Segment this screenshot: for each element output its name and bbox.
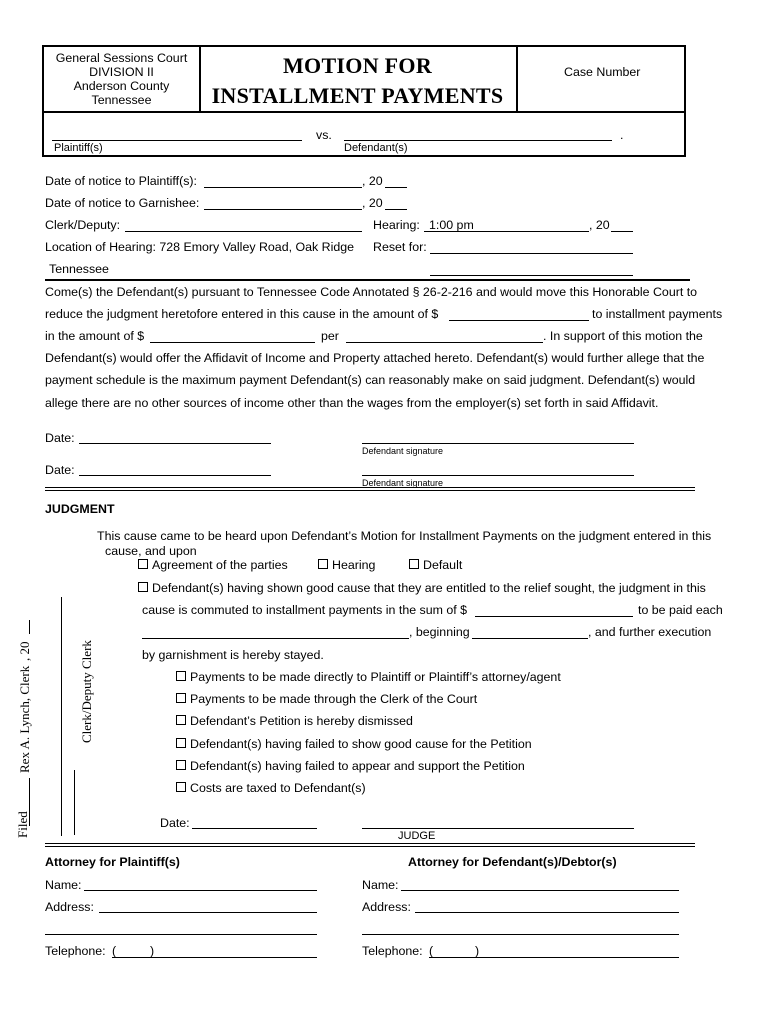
- option-pay-direct[interactable]: Payments to be made directly to Plaintiff or Plaintiff’s attorney/agent: [176, 670, 561, 684]
- plaintiff-attorney-heading: Attorney for Plaintiff(s): [45, 855, 180, 869]
- plaintiff-attorney-telephone-label: Telephone:: [45, 944, 106, 958]
- divider: [44, 111, 684, 113]
- motion-line-3a: in the amount of $: [45, 329, 145, 343]
- section-divider: [45, 490, 695, 491]
- defendant-attorney-telephone-label: Telephone:: [362, 944, 423, 958]
- defendant-field[interactable]: [344, 140, 612, 141]
- defendant-attorney-name-label: Name:: [362, 878, 399, 892]
- header-box: [42, 45, 686, 157]
- installment-sum-field[interactable]: [475, 616, 633, 617]
- court-name: General Sessions Court: [55, 51, 188, 65]
- checkbox[interactable]: [176, 760, 186, 770]
- option-failed-appear[interactable]: Defendant(s) having failed to appear and support the Petition: [176, 759, 525, 773]
- option-failed-cause[interactable]: Defendant(s) having failed to show good cause for the Petition: [176, 737, 532, 751]
- plaintiff-attorney-address-label: Address:: [45, 900, 94, 914]
- checkbox[interactable]: [138, 559, 148, 569]
- paren-close: ): [150, 944, 155, 958]
- section-divider: [45, 843, 695, 844]
- filed-year-line[interactable]: [29, 620, 30, 634]
- paren-open: (: [429, 944, 434, 958]
- garnishee-notice-label: Date of notice to Garnishee:: [45, 196, 200, 210]
- period: .: [620, 128, 624, 142]
- motion-line-3c: . In support of this motion the: [543, 329, 703, 343]
- garnishee-notice-date-field[interactable]: [204, 209, 362, 210]
- clerk-name: Rex A. Lynch, Clerk: [17, 665, 32, 773]
- checkbox[interactable]: [409, 559, 419, 569]
- option-hearing[interactable]: Hearing: [318, 558, 375, 572]
- option-default[interactable]: Default: [409, 558, 462, 572]
- year-label: , 20: [362, 196, 383, 210]
- beginning-date-field[interactable]: [472, 638, 588, 639]
- deputy-clerk-label: Clerk/Deputy Clerk: [79, 640, 94, 743]
- plaintiff-attorney-address-field-2[interactable]: [45, 934, 317, 935]
- option-costs[interactable]: Costs are taxed to Defendant(s): [176, 781, 366, 795]
- option-pay-clerk[interactable]: Payments to be made through the Clerk of the Court: [176, 692, 477, 706]
- judgment-date-field[interactable]: [192, 828, 317, 829]
- plaintiff-attorney-name-label: Name:: [45, 878, 82, 892]
- option-good-cause[interactable]: Defendant(s) having shown good cause that they are entitled to the relief sought, the judgment in this: [138, 581, 706, 595]
- plaintiff-attorney-name-field[interactable]: [84, 890, 317, 891]
- plaintiff-notice-label: Date of notice to Plaintiff(s):: [45, 174, 197, 188]
- section-divider: [45, 279, 690, 281]
- option-agreement[interactable]: Agreement of the parties: [138, 558, 288, 572]
- motion-line-6: allege there are no other sources of income other than the wages from the employer(s) set forth in said Affidavit.: [45, 396, 659, 410]
- location-label: Location of Hearing: 728 Emory Valley Road, Oak Ridge: [45, 240, 355, 254]
- reset-label: Reset for:: [373, 240, 427, 254]
- vs-label: vs.: [316, 128, 332, 142]
- good-cause-line-2b: to be paid each: [638, 603, 723, 617]
- checkbox[interactable]: [138, 582, 148, 592]
- date-label: Date:: [45, 463, 75, 477]
- garnishee-notice-year-field[interactable]: [385, 209, 407, 210]
- defendant-signature-label: Defendant signature: [362, 446, 444, 456]
- plaintiff-label: Plaintiff(s): [54, 142, 103, 154]
- checkbox[interactable]: [176, 738, 186, 748]
- checkbox[interactable]: [176, 782, 186, 792]
- plaintiff-attorney-telephone-field[interactable]: [112, 957, 317, 958]
- filed-label: Filed: [15, 811, 30, 838]
- divider: [516, 47, 518, 111]
- plaintiff-attorney-address-field[interactable]: [99, 912, 317, 913]
- hearing-time-value: 1:00 pm: [429, 218, 474, 232]
- court-state: Tennessee: [91, 93, 152, 107]
- filing-margin-line: [74, 770, 75, 835]
- judge-label: JUDGE: [398, 830, 436, 842]
- further-execution-label: , and further execution: [588, 625, 712, 639]
- motion-line-2a: reduce the judgment heretofore entered in this cause in the amount of $: [45, 307, 439, 321]
- case-number-label: Case Number: [564, 65, 641, 79]
- year-label: , 20: [362, 174, 383, 188]
- checkbox[interactable]: [176, 693, 186, 703]
- beginning-label: , beginning: [409, 625, 470, 639]
- motion-line-5: payment schedule is the maximum payment Defendant(s) can reasonably make on said judgment. Defendant(s) would: [45, 373, 696, 387]
- judge-signature-field[interactable]: [362, 828, 634, 829]
- plaintiff-field[interactable]: [52, 140, 302, 141]
- stayed-text: by garnishment is hereby stayed.: [142, 648, 324, 662]
- motion-line-4: Defendant(s) would offer the Affidavit of Income and Property attached hereto. Defendant(s) would further allege that the: [45, 351, 705, 365]
- defendant-attorney-name-field[interactable]: [401, 890, 679, 891]
- paren-close: ): [475, 944, 480, 958]
- judgment-date-label: Date:: [160, 816, 190, 830]
- motion-line-3b: per: [321, 329, 339, 343]
- plaintiff-notice-date-field[interactable]: [204, 187, 362, 188]
- clerk-deputy-field[interactable]: [125, 231, 362, 232]
- reset-date-field-2[interactable]: [430, 275, 633, 276]
- reset-date-field[interactable]: [430, 253, 633, 254]
- good-cause-line-2a: cause is commuted to installment payments in the sum of $: [142, 603, 468, 617]
- checkbox[interactable]: [176, 715, 186, 725]
- defendant-signature-label: Defendant signature: [362, 478, 444, 488]
- defendant-attorney-address-field-2[interactable]: [362, 934, 679, 935]
- filing-margin-line: [61, 597, 62, 836]
- installment-amount-field[interactable]: [150, 342, 315, 343]
- checkbox[interactable]: [318, 559, 328, 569]
- defendant-label: Defendant(s): [344, 142, 408, 154]
- clerk-deputy-label: Clerk/Deputy:: [45, 218, 121, 232]
- judgment-heading: JUDGMENT: [45, 502, 115, 516]
- installment-period-field[interactable]: [346, 342, 543, 343]
- court-division: DIVISION II: [89, 65, 154, 79]
- judgment-intro-2: cause, and upon: [105, 544, 197, 558]
- plaintiff-notice-year-field[interactable]: [385, 187, 407, 188]
- defendant-attorney-address-field[interactable]: [415, 912, 679, 913]
- form-title-line1: MOTION FOR: [282, 53, 433, 78]
- defendant-signature-field-1[interactable]: [362, 443, 634, 444]
- form-title-line2: INSTALLMENT PAYMENTS: [211, 83, 504, 108]
- payment-period-field[interactable]: [142, 638, 409, 639]
- judgment-intro-1: This cause came to be heard upon Defendant’s Motion for Installment Payments on the judgment entered in this: [97, 529, 712, 543]
- motion-line-2b: to installment payments: [592, 307, 723, 321]
- year-label: , 20: [589, 218, 610, 232]
- year-label: , 20: [17, 641, 32, 661]
- hearing-label: Hearing:: [373, 218, 420, 232]
- section-divider: [45, 487, 695, 488]
- section-divider: [45, 846, 695, 847]
- location-state: Tennessee: [49, 262, 109, 276]
- hearing-year-field[interactable]: [611, 231, 633, 232]
- defendant-attorney-telephone-field[interactable]: [429, 957, 679, 958]
- option-dismissed[interactable]: Defendant’s Petition is hereby dismissed: [176, 714, 413, 728]
- judgment-amount-field[interactable]: [449, 320, 589, 321]
- motion-date-field-1[interactable]: [79, 443, 271, 444]
- date-label: Date:: [45, 431, 75, 445]
- defendant-attorney-heading: Attorney for Defendant(s)/Debtor(s): [408, 855, 617, 869]
- checkbox[interactable]: [176, 671, 186, 681]
- filed-date-line[interactable]: [29, 778, 30, 826]
- paren-open: (: [112, 944, 117, 958]
- defendant-attorney-address-label: Address:: [362, 900, 411, 914]
- motion-date-field-2[interactable]: [79, 475, 271, 476]
- court-county: Anderson County: [73, 79, 170, 93]
- motion-line-1: Come(s) the Defendant(s) pursuant to Tennessee Code Annotated § 26-2-216 and would move this Honorable Court to: [45, 285, 698, 299]
- defendant-signature-field-2[interactable]: [362, 475, 634, 476]
